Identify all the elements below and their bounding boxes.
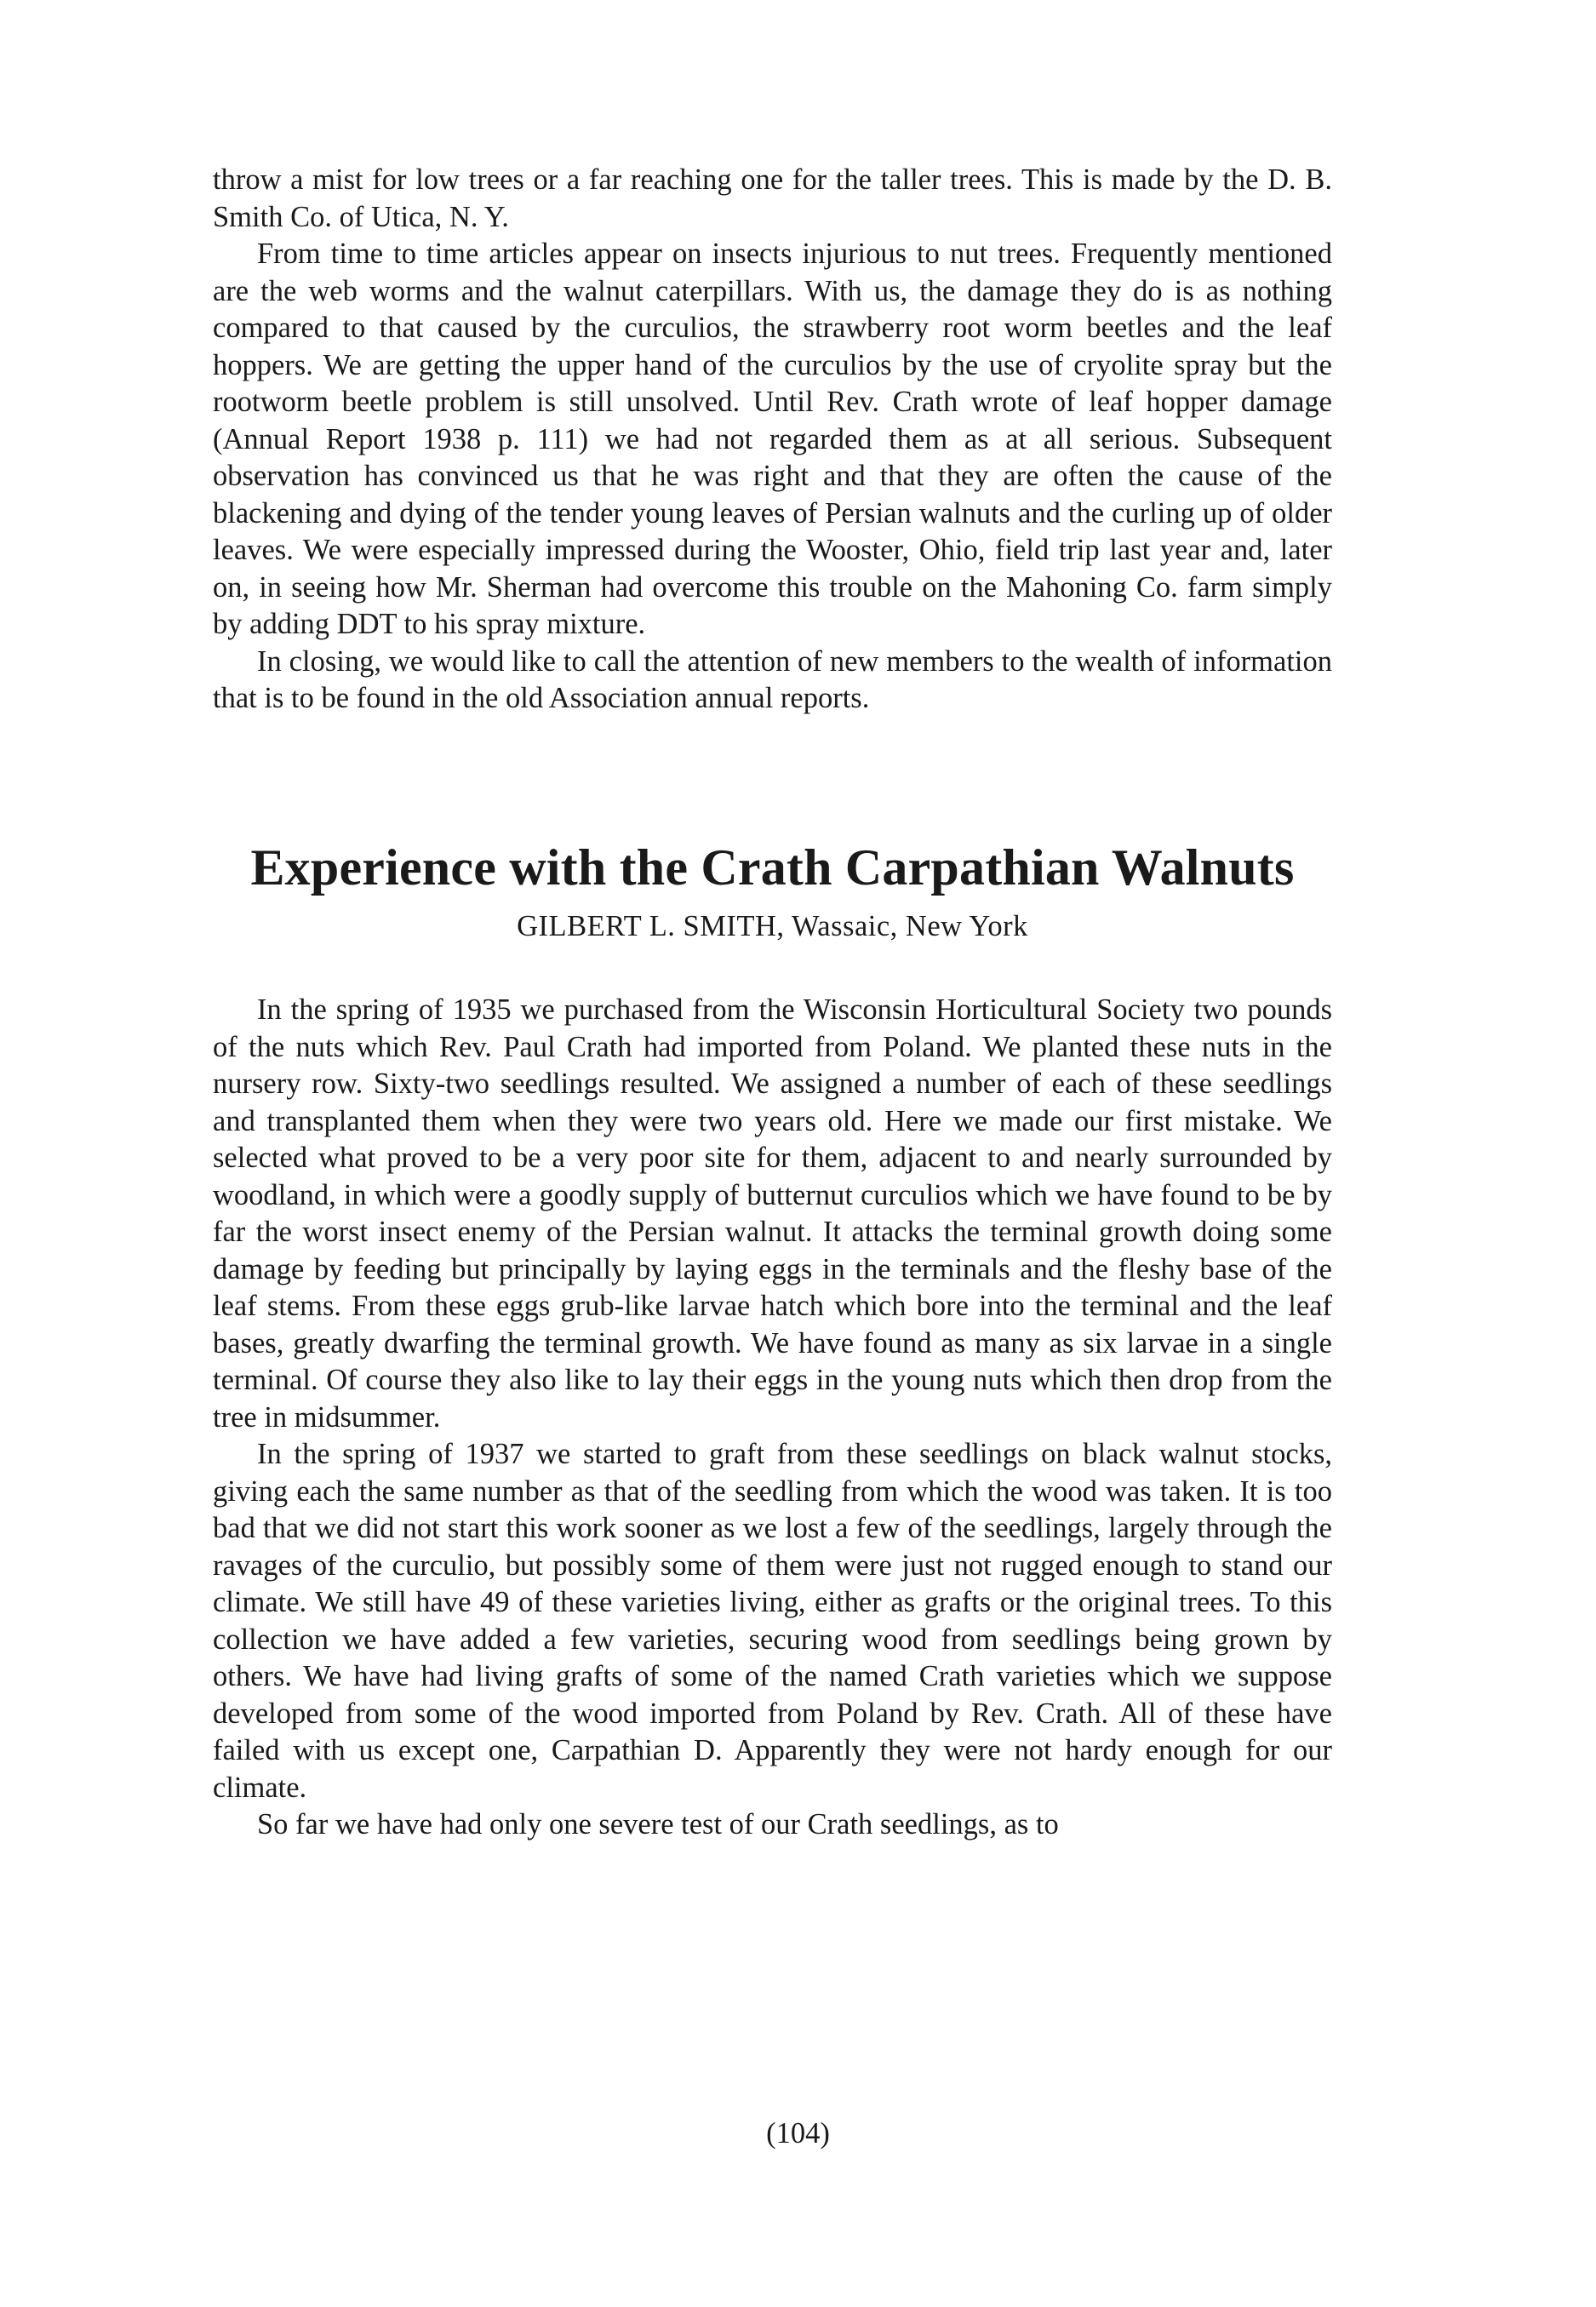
body-paragraph: From time to time articles appear on insects injurious to nut trees. Frequently mentioned are the web worms and the walnut caterpillars. With us, the damage they do is as nothing compared to that caused by the curculios, the strawberry root worm beetles and the leaf hoppers. We are getting the upper hand of the curculios by the use of cryolite spray but the rootworm beetle problem is still unsolved. Until Rev. Crath wrote of leaf hopper damage (Annual Report 1938 p. 111) we had not regarded them as at all serious. Subsequent observation has convinced us that he was right and that they are often the cause of the blackening and dying of the tender young leaves of Persian walnuts and the curling up of older leaves. We were especially impressed during the Wooster, Ohio, field trip last year and, later on, in seeing how Mr. Sherman had overcome this trouble on the Mahoning Co. farm simply by adding DDT to his spray mixture. — [213, 238, 1332, 640]
body-paragraph: So far we have had only one severe test of our Crath seedlings, as to — [257, 1808, 1059, 1840]
article-byline: GILBERT L. SMITH, Wassaic, New York — [517, 909, 1028, 942]
article-body — [213, 992, 1332, 1844]
continued-article-text — [213, 162, 1332, 718]
body-paragraph: In the spring of 1935 we purchased from the Wisconsin Horticultural Society two pounds of the nuts which Rev. Paul Crath had imported from Poland. We planted these nuts in the nursery row. Sixty-two seedlings resulted. We assigned a number of each of these seedlings and transplanted them when they were two years old. Here we made our first mistake. We selected what proved to be a very poor site for them, adjacent to and nearly surrounded by woodland, in which were a goodly supply of butternut curculios which we have found to be by far the worst insect enemy of the Persian walnut. It attacks the terminal growth doing some damage by feeding but principally by laying eggs in the terminals and the fleshy base of the leaf stems. From these eggs grub-like larvae hatch which bore into the terminal and the leaf bases, greatly dwarfing the terminal growth. We have found as many as six larvae in a single terminal. Of course they also like to lay their eggs in the young nuts which then drop from the tree in midsummer. — [213, 993, 1332, 1434]
page — [213, 162, 1332, 1844]
article-title: Experience with the Crath Carpathian Walnuts — [250, 839, 1295, 896]
body-paragraph: In closing, we would like to call the attention of new members to the wealth of information that is to be found in the old Association annual reports. — [213, 644, 1332, 714]
page-number: (104) — [766, 2117, 830, 2150]
body-paragraph: In the spring of 1937 we started to graft from these seedlings on black walnut stocks, giving each the same number as that of the seedling from which the wood was taken. It is too bad that we did not start this work sooner as we lost a few of the seedlings, largely through the ravages of the curculio, but possibly some of them were just not rugged enough to stand our climate. We still have 49 of these varieties living, either as grafts or the original trees. To this collection we have added a few varieties, securing wood from seedlings being grown by others. We have had living grafts of some of the named Crath varieties which we suppose developed from some of the wood imported from Poland by Rev. Crath. All of these have failed with us except one, Carpathian D. Apparently they were not hardy enough for our climate. — [213, 1438, 1332, 1804]
body-paragraph: throw a mist for low trees or a far reaching one for the taller trees. This is made by the D. B. Smith Co. of Utica, N. Y. — [213, 163, 1332, 233]
